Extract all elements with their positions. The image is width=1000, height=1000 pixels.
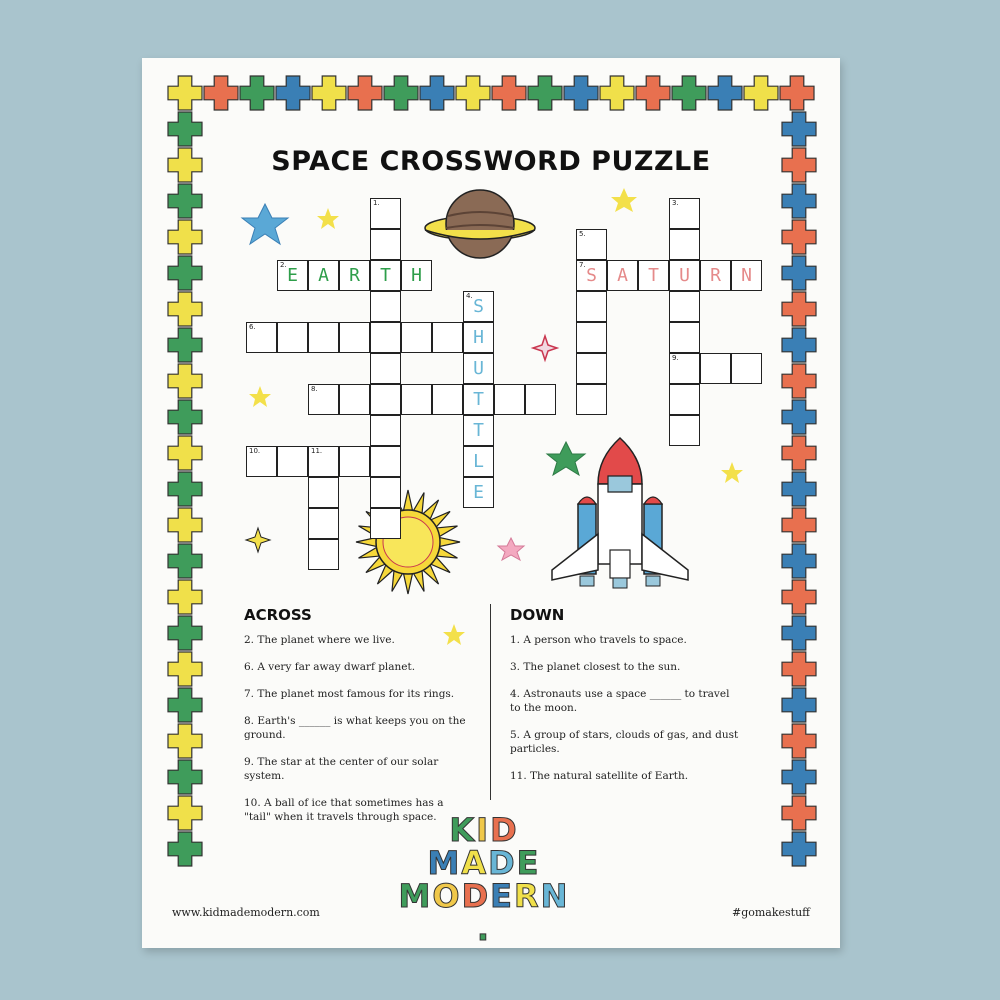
crossword-cell[interactable] xyxy=(370,353,401,384)
crossword-cell[interactable] xyxy=(607,260,638,291)
logo-letter: O xyxy=(432,877,462,915)
crossword-cell[interactable] xyxy=(370,415,401,446)
filled-letter: A xyxy=(318,265,329,286)
crossword-cell[interactable] xyxy=(308,446,339,477)
crossword-cell[interactable] xyxy=(638,260,669,291)
crossword-cell[interactable] xyxy=(576,260,607,291)
crossword-cell[interactable] xyxy=(401,384,432,415)
logo-letter: D xyxy=(488,844,517,882)
clue-number: 2. xyxy=(280,261,287,269)
crossword-cell[interactable] xyxy=(463,384,494,415)
crossword-cell[interactable] xyxy=(277,322,308,353)
crossword-cell[interactable] xyxy=(700,353,731,384)
page-title: SPACE CROSSWORD PUZZLE xyxy=(271,146,711,177)
filled-letter: R xyxy=(349,265,360,286)
logo-letter: D xyxy=(490,811,519,849)
clue-number: 6. xyxy=(249,323,256,331)
logo-letter: I xyxy=(476,811,491,849)
crossword-cell[interactable] xyxy=(246,322,277,353)
across-clue: 6. A very far away dwarf planet. xyxy=(244,661,416,673)
crossword-cell[interactable] xyxy=(669,229,700,260)
across-clue: 2. The planet where we live. xyxy=(244,634,395,646)
crossword-cell[interactable] xyxy=(669,322,700,353)
crossword-cell[interactable] xyxy=(308,539,339,570)
crossword-cell[interactable] xyxy=(339,322,370,353)
filled-letter: T xyxy=(473,389,484,410)
across-clues xyxy=(244,633,466,837)
crossword-cell[interactable] xyxy=(339,446,370,477)
crossword-cell[interactable] xyxy=(731,260,762,291)
clue-number: 8. xyxy=(311,385,318,393)
filled-letter: R xyxy=(710,265,721,286)
crossword-cell[interactable] xyxy=(669,415,700,446)
crossword-cell[interactable] xyxy=(463,353,494,384)
logo-line xyxy=(394,811,574,849)
filled-letter: U xyxy=(679,265,690,286)
filled-letter: U xyxy=(473,358,484,379)
logo-letter: M xyxy=(398,877,433,915)
crossword-cell[interactable] xyxy=(401,322,432,353)
crossword-cell[interactable] xyxy=(576,291,607,322)
down-clue: 3. The planet closest to the sun. xyxy=(510,661,681,673)
crossword-cell[interactable] xyxy=(370,508,401,539)
puzzle-sheet xyxy=(142,58,840,948)
filled-letter: T xyxy=(380,265,391,286)
filled-letter: A xyxy=(617,265,628,286)
logo-letter: N xyxy=(540,877,570,915)
crossword-cell[interactable] xyxy=(308,322,339,353)
hashtag: #gomakestuff xyxy=(731,906,810,919)
down-heading: DOWN xyxy=(510,606,565,624)
clue-number: 11. xyxy=(311,447,323,455)
clue-number: 10. xyxy=(249,447,261,455)
crossword-cell[interactable] xyxy=(339,384,370,415)
crossword-cell[interactable] xyxy=(463,415,494,446)
crossword-cell[interactable] xyxy=(370,477,401,508)
logo-letter: K xyxy=(449,811,477,849)
crossword-cell[interactable] xyxy=(576,229,607,260)
crossword-cell[interactable] xyxy=(669,353,700,384)
crossword-cell[interactable] xyxy=(669,291,700,322)
across-clue: 8. Earth's ______ is what keeps you on the ground. xyxy=(244,715,466,741)
clue-number: 1. xyxy=(373,199,380,207)
crossword-cell[interactable] xyxy=(370,446,401,477)
crossword-cell[interactable] xyxy=(401,260,432,291)
clue-number: 5. xyxy=(579,230,586,238)
across-clue: 10. A ball of ice that sometimes has a "tail" when it travels through space. xyxy=(244,797,444,823)
crossword-cell[interactable] xyxy=(669,198,700,229)
crossword-cell[interactable] xyxy=(576,353,607,384)
crossword-cell[interactable] xyxy=(432,322,463,353)
crossword-cell[interactable] xyxy=(370,322,401,353)
down-clue: 1. A person who travels to space. xyxy=(510,634,687,646)
logo-line xyxy=(394,877,574,948)
crossword-cell[interactable] xyxy=(370,291,401,322)
crossword-cell[interactable] xyxy=(669,384,700,415)
filled-letter: S xyxy=(473,296,484,317)
crossword-cell[interactable] xyxy=(308,508,339,539)
filled-letter: H xyxy=(411,265,422,286)
filled-letter: E xyxy=(287,265,298,286)
crossword-cell[interactable] xyxy=(700,260,731,291)
crossword-cell[interactable] xyxy=(308,477,339,508)
clue-number: 7. xyxy=(579,261,586,269)
down-clue: 5. A group of stars, clouds of gas, and dust particles. xyxy=(510,729,739,755)
crossword-cell[interactable] xyxy=(576,322,607,353)
crossword-cell[interactable] xyxy=(494,384,525,415)
crossword-cell[interactable] xyxy=(463,446,494,477)
crossword-cell[interactable] xyxy=(308,384,339,415)
filled-letter: L xyxy=(473,451,484,472)
logo-letter: A xyxy=(461,844,489,882)
across-clue: 7. The planet most famous for its rings. xyxy=(244,688,455,700)
crossword-cell[interactable] xyxy=(432,384,463,415)
logo-letter: E xyxy=(490,877,515,915)
down-clues xyxy=(510,633,740,796)
crossword-cell[interactable] xyxy=(370,229,401,260)
clue-number: 9. xyxy=(672,354,679,362)
filled-letter: H xyxy=(473,327,484,348)
logo-letter: . xyxy=(476,910,492,948)
filled-letter: S xyxy=(586,265,597,286)
crossword-cell[interactable] xyxy=(525,384,556,415)
logo-letter: D xyxy=(461,877,491,915)
across-clue: 9. The star at the center of our solar system. xyxy=(244,756,439,782)
logo-line xyxy=(394,844,574,882)
crossword-cell[interactable] xyxy=(576,384,607,415)
logo-letter: M xyxy=(427,844,462,882)
logo-letter: R xyxy=(514,877,541,915)
clue-number: 4. xyxy=(466,292,473,300)
logo-letter: E xyxy=(516,844,541,882)
crossword-cell[interactable] xyxy=(463,291,494,322)
crossword-cell[interactable] xyxy=(463,322,494,353)
filled-letter: E xyxy=(473,482,484,503)
kid-made-modern-logo xyxy=(394,811,574,948)
column-divider xyxy=(490,604,491,800)
website-link[interactable]: www.kidmademodern.com xyxy=(172,906,320,919)
filled-letter: T xyxy=(473,420,484,441)
filled-letter: N xyxy=(741,265,752,286)
crossword-cell[interactable] xyxy=(308,260,339,291)
crossword-cell[interactable] xyxy=(339,260,370,291)
crossword-cell[interactable] xyxy=(370,384,401,415)
crossword-cell[interactable] xyxy=(669,260,700,291)
crossword-cell[interactable] xyxy=(370,198,401,229)
filled-letter: T xyxy=(648,265,659,286)
clue-number: 3. xyxy=(672,199,679,207)
down-clue: 11. The natural satellite of Earth. xyxy=(510,770,689,782)
across-heading: ACROSS xyxy=(244,606,312,624)
crossword-cell[interactable] xyxy=(277,446,308,477)
crossword-cell[interactable] xyxy=(277,260,308,291)
crossword-cell[interactable] xyxy=(731,353,762,384)
crossword-cell[interactable] xyxy=(246,446,277,477)
crossword-cell[interactable] xyxy=(463,477,494,508)
crossword-cell[interactable] xyxy=(370,260,401,291)
down-clue: 4. Astronauts use a space ______ to travel to the moon. xyxy=(510,688,730,714)
